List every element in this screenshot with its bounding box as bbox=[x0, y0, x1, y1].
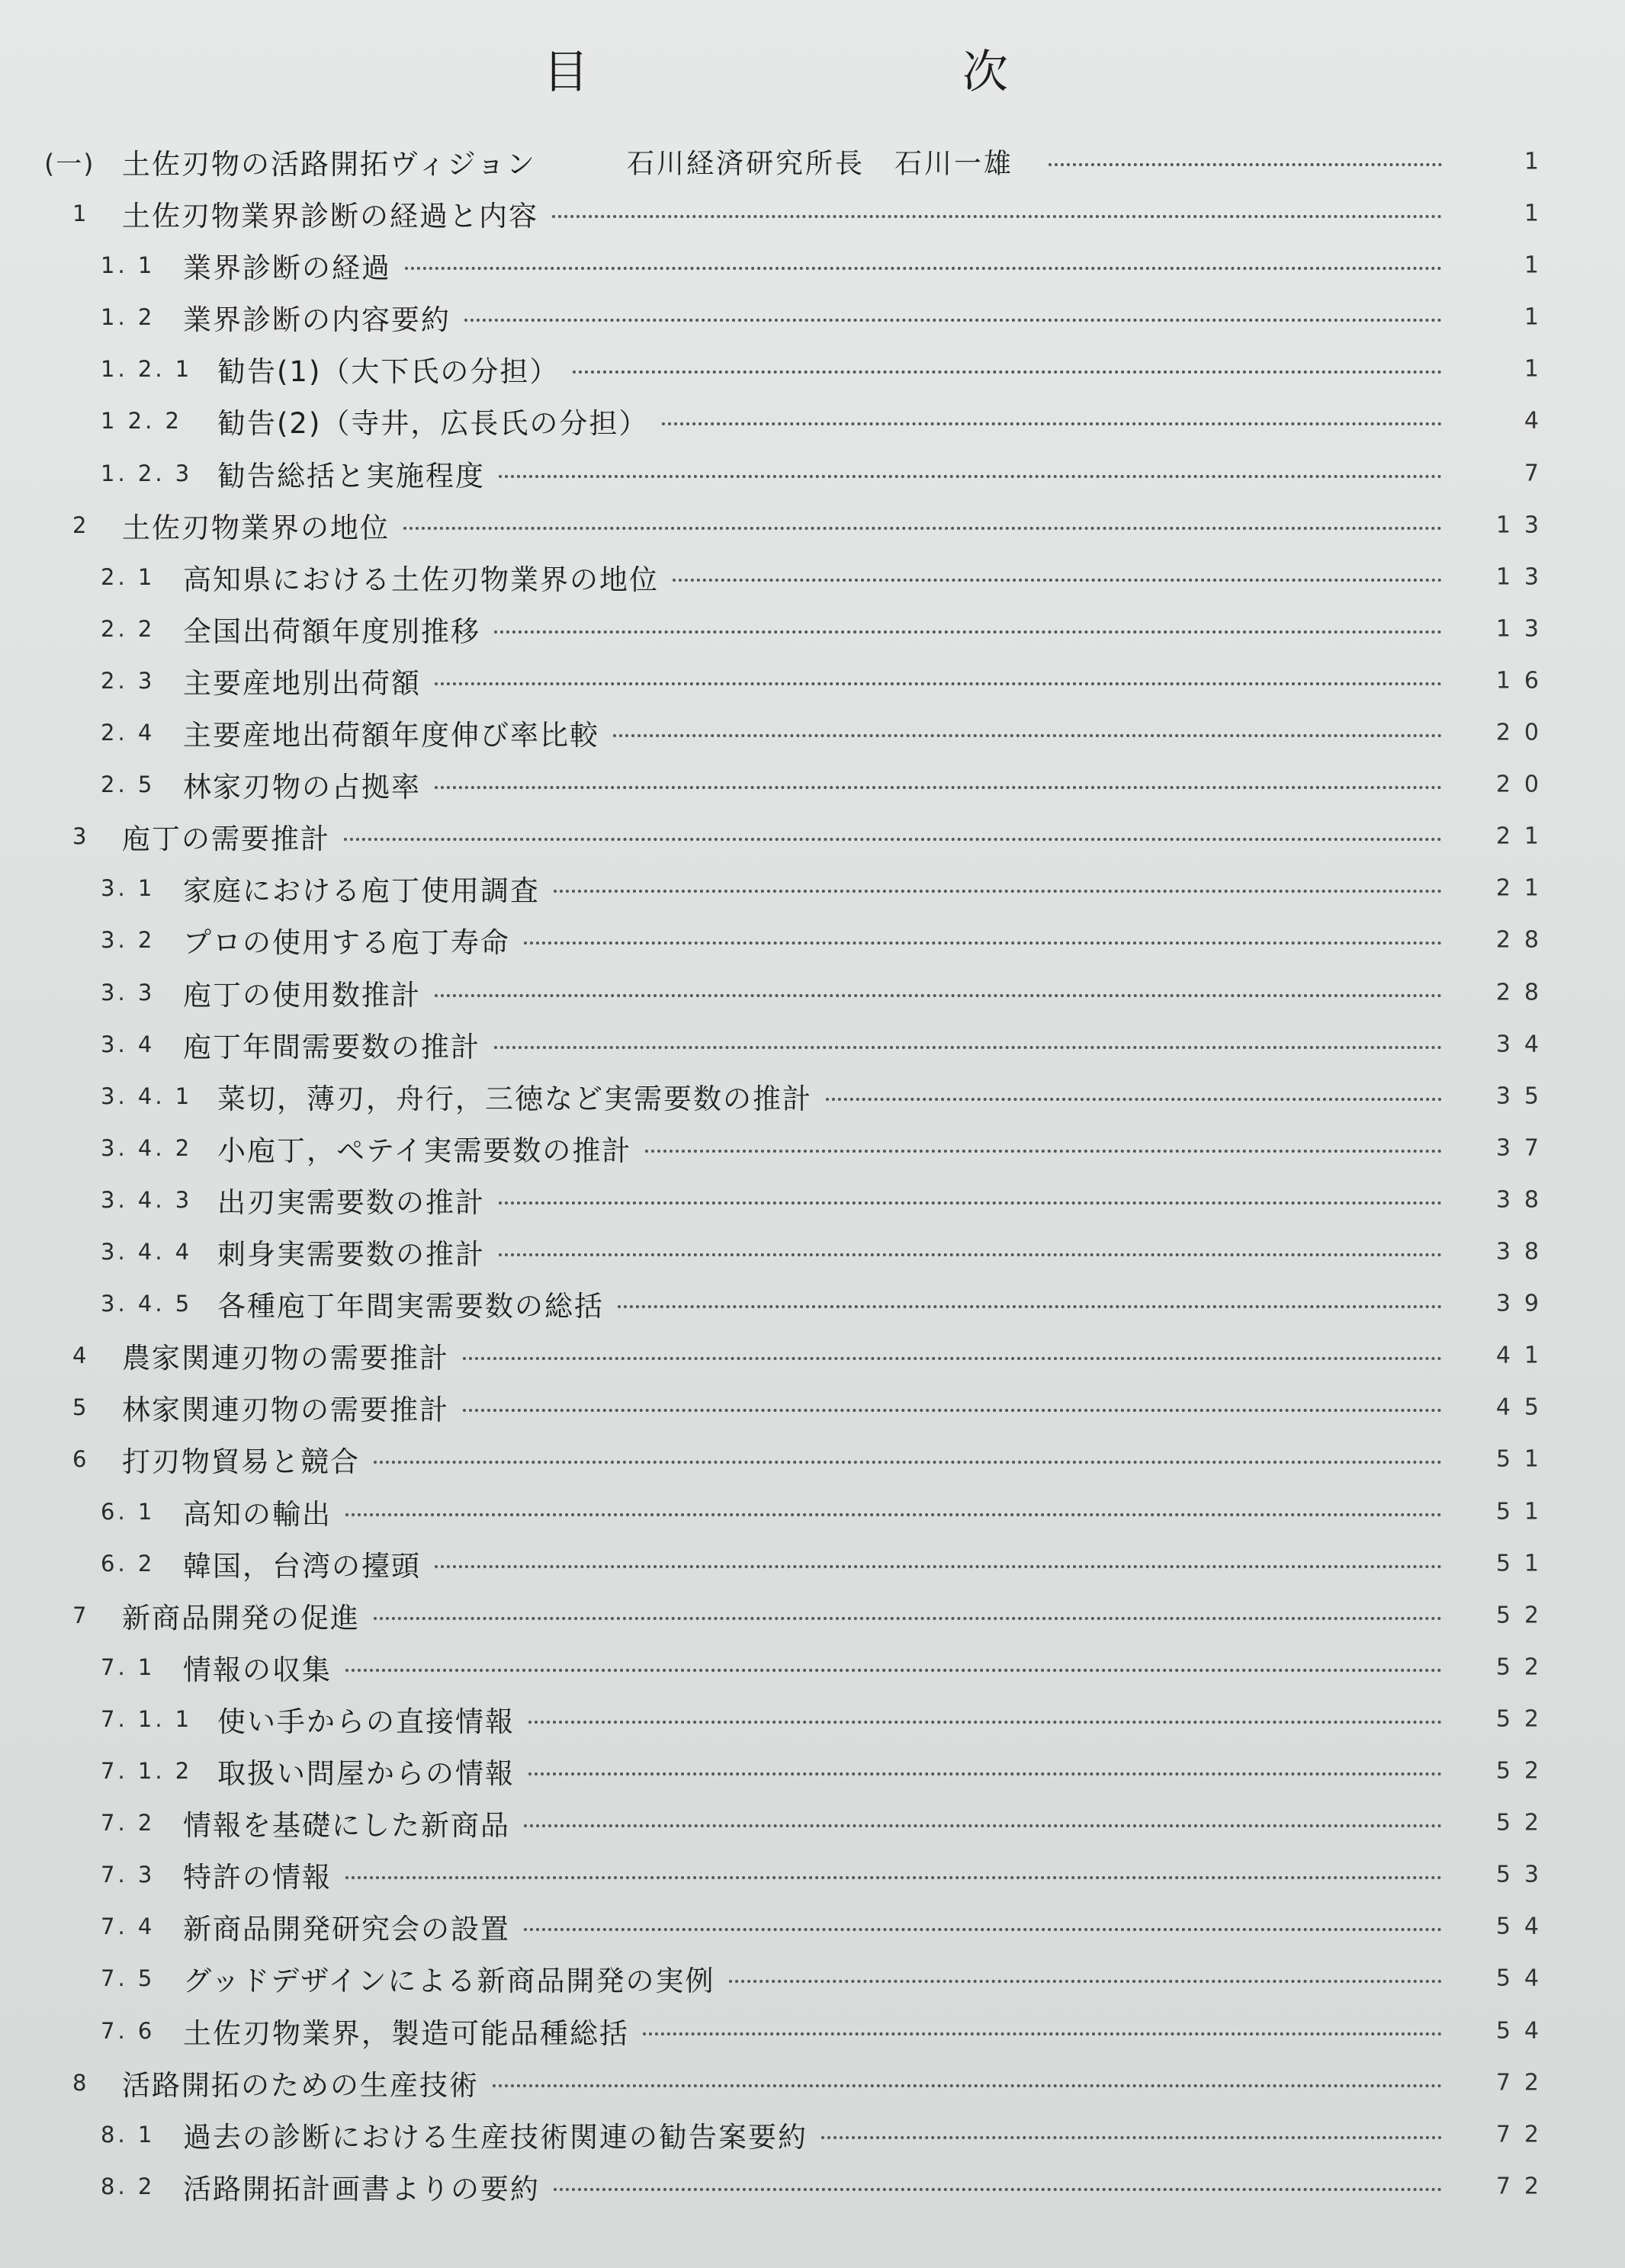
toc-entry bbox=[0, 1541, 1625, 1586]
toc-entry-title: 小庖丁，ペテイ実需要数の推計 bbox=[217, 1134, 632, 1167]
toc-entry-page: 52 bbox=[1495, 1602, 1553, 1629]
dot-leader bbox=[524, 1824, 1442, 1827]
title-char-left: 目 bbox=[543, 46, 589, 99]
toc-entry bbox=[0, 1073, 1625, 1119]
dot-leader bbox=[494, 630, 1442, 634]
toc-entry-page: 37 bbox=[1495, 1134, 1553, 1162]
toc-entry bbox=[0, 710, 1625, 755]
toc-entry-page: 51 bbox=[1495, 1445, 1553, 1473]
toc-entry bbox=[0, 1384, 1625, 1430]
dot-leader bbox=[524, 942, 1442, 945]
toc-entry bbox=[0, 1955, 1625, 2001]
toc-entry-number: 7. 5 bbox=[101, 1965, 156, 1992]
dot-leader bbox=[826, 1098, 1442, 1101]
toc-entry-number: 1 2. 2 bbox=[101, 408, 183, 435]
dot-leader bbox=[1049, 163, 1442, 166]
toc-entry-number: 1. 2. 1 bbox=[101, 356, 193, 383]
toc-entry-number: 3. 4. 4 bbox=[101, 1239, 193, 1265]
toc-entry-title: 勧告総括と実施程度 bbox=[217, 459, 485, 492]
toc-entry-number: 1. 2. 3 bbox=[101, 460, 193, 486]
toc-entry bbox=[0, 502, 1625, 548]
toc-entry-page: 1 bbox=[1524, 148, 1553, 175]
dot-leader bbox=[345, 1513, 1442, 1516]
toc-entry bbox=[0, 2164, 1625, 2209]
toc-entry-number: 2. 5 bbox=[101, 772, 156, 798]
toc-entry-number: 3. 4 bbox=[101, 1031, 156, 1057]
toc-entry-page: 39 bbox=[1495, 1290, 1553, 1317]
dot-leader bbox=[344, 838, 1442, 841]
toc-entry-number: 5 bbox=[72, 1394, 90, 1421]
dot-leader bbox=[673, 579, 1442, 582]
toc-entry-title: 特許の情報 bbox=[183, 1861, 332, 1894]
dot-leader bbox=[499, 1253, 1442, 1256]
toc-entry-title: 情報の収集 bbox=[183, 1653, 332, 1686]
toc-entry-number: 2. 2 bbox=[101, 615, 156, 642]
toc-entry-title: 業界診断の経過 bbox=[183, 252, 391, 285]
toc-entry-number: 7. 4 bbox=[101, 1914, 156, 1940]
toc-entry-title: 活路開拓のための生産技術 bbox=[122, 2068, 479, 2102]
toc-entry bbox=[0, 451, 1625, 496]
toc-entry-page: 13 bbox=[1495, 563, 1553, 591]
toc-entry-number: 7 bbox=[72, 1602, 90, 1628]
toc-entry-page: 7 bbox=[1524, 460, 1553, 486]
toc-entry-number: 2 bbox=[72, 512, 90, 538]
toc-entry-page: 13 bbox=[1495, 615, 1553, 643]
toc-entry-title: 韓国，台湾の擡頭 bbox=[183, 1549, 421, 1583]
dot-leader bbox=[613, 734, 1442, 737]
toc-entry-number: 8 bbox=[72, 2069, 90, 2096]
toc-entry bbox=[0, 813, 1625, 859]
toc-entry-page: 34 bbox=[1495, 1031, 1553, 1058]
toc-entry-title: 土佐刃物の活路開拓ヴィジョン bbox=[122, 148, 537, 181]
toc-entry-number: 7. 2 bbox=[101, 1810, 156, 1837]
toc-entry-number: 3. 4. 1 bbox=[101, 1083, 193, 1109]
toc-entry bbox=[0, 970, 1625, 1015]
toc-entry-title: 庖丁の需要推計 bbox=[122, 823, 330, 856]
toc-entry-number: 3. 3 bbox=[101, 979, 156, 1006]
toc-entry-title: 新商品開発の促進 bbox=[122, 1601, 360, 1634]
toc-entry-title: グッドデザインによる新商品開発の実例 bbox=[183, 1965, 715, 1998]
toc-entry-number: 8. 2 bbox=[101, 2173, 156, 2199]
toc-entry-number: 3. 4. 5 bbox=[101, 1291, 193, 1317]
page-title bbox=[0, 38, 1625, 107]
dot-leader bbox=[821, 2136, 1442, 2139]
toc-entry-title: 各種庖丁年間実需要数の総括 bbox=[217, 1290, 604, 1323]
toc-entry-title: 主要産地出荷額年度伸び率比較 bbox=[183, 719, 599, 752]
toc-entry-number: 7. 1 bbox=[101, 1654, 156, 1680]
dot-leader bbox=[524, 1928, 1442, 1931]
dot-leader bbox=[645, 1150, 1442, 1153]
toc-entry bbox=[0, 1229, 1625, 1275]
toc-entry-number: 1 bbox=[72, 200, 90, 226]
toc-entry-page: 54 bbox=[1495, 2017, 1553, 2044]
toc-entry-title: 打刃物貿易と競合 bbox=[122, 1445, 360, 1479]
toc-entry bbox=[0, 917, 1625, 963]
toc-entry-page: 51 bbox=[1495, 1498, 1553, 1525]
toc-entry bbox=[0, 1489, 1625, 1535]
toc-entry-title: 高知の輸出 bbox=[183, 1497, 332, 1531]
toc-entry-number: 2. 3 bbox=[101, 667, 156, 694]
toc-entry-number: 3. 2 bbox=[101, 927, 156, 954]
toc-entry-page: 13 bbox=[1495, 512, 1553, 539]
dot-leader bbox=[499, 1201, 1442, 1205]
toc-entry bbox=[0, 606, 1625, 652]
toc-entry-page: 21 bbox=[1495, 823, 1553, 850]
toc-entry-number: 4 bbox=[72, 1343, 90, 1369]
toc-entry-title: 出刃実需要数の推計 bbox=[217, 1185, 485, 1219]
toc-entry-number: (一) bbox=[44, 149, 95, 180]
title-char-right: 次 bbox=[962, 46, 1008, 99]
dot-leader bbox=[345, 1669, 1442, 1672]
toc-entry bbox=[0, 1800, 1625, 1846]
toc-entry-title: 林家関連刃物の需要推計 bbox=[122, 1394, 449, 1427]
toc-entry-number: 2. 4 bbox=[101, 720, 156, 746]
toc-entry bbox=[0, 1436, 1625, 1482]
dot-leader bbox=[374, 1617, 1442, 1620]
toc-entry bbox=[0, 242, 1625, 288]
toc-entry-page: 41 bbox=[1495, 1342, 1553, 1369]
toc-entry-title: 全国出荷額年度別推移 bbox=[183, 614, 480, 648]
toc-entry-page: 72 bbox=[1495, 2069, 1553, 2096]
toc-entry-page: 1 bbox=[1524, 200, 1553, 227]
toc-entry bbox=[0, 658, 1625, 704]
toc-entry-page: 54 bbox=[1495, 1965, 1553, 1992]
dot-leader bbox=[554, 890, 1442, 893]
toc-entry-number: 3. 1 bbox=[101, 875, 156, 902]
toc-entry-page: 52 bbox=[1495, 1809, 1553, 1837]
toc-entry bbox=[0, 865, 1625, 911]
toc-entry-page: 72 bbox=[1495, 2173, 1553, 2200]
dot-leader bbox=[403, 527, 1442, 530]
toc-entry-title: 土佐刃物業界の地位 bbox=[122, 511, 390, 544]
dot-leader bbox=[463, 1357, 1442, 1360]
toc-entry-page: 52 bbox=[1495, 1705, 1553, 1733]
toc-entry-number: 3. 4. 2 bbox=[101, 1134, 193, 1161]
toc-entry bbox=[0, 554, 1625, 600]
toc-entry bbox=[0, 1333, 1625, 1378]
toc-entry bbox=[0, 398, 1625, 444]
toc-entry-title: プロの使用する庖丁寿命 bbox=[183, 926, 510, 960]
toc-entry-page: 35 bbox=[1495, 1083, 1553, 1110]
toc-entry bbox=[0, 346, 1625, 392]
dot-leader bbox=[552, 215, 1442, 218]
toc-entry-header bbox=[0, 139, 1625, 184]
toc-entry bbox=[0, 1904, 1625, 1949]
toc-entry-title: 土佐刃物業界，製造可能品種総括 bbox=[183, 2016, 629, 2050]
toc-entry-page: 52 bbox=[1495, 1757, 1553, 1785]
dot-leader bbox=[528, 1772, 1442, 1776]
toc-entry-title: 家庭における庖丁使用調査 bbox=[183, 874, 540, 908]
toc-entry-page: 1 bbox=[1524, 252, 1553, 279]
dot-leader bbox=[643, 2032, 1442, 2035]
dot-leader bbox=[662, 422, 1442, 425]
toc-entry-title: 活路開拓計画書よりの要約 bbox=[183, 2172, 540, 2205]
dot-leader bbox=[618, 1305, 1442, 1308]
toc-entry bbox=[0, 1593, 1625, 1638]
toc-entry-title: 情報を基礎にした新商品 bbox=[183, 1809, 510, 1843]
toc-entry-title: 勧告(1)（大下氏の分担） bbox=[217, 355, 560, 389]
toc-entry bbox=[0, 1852, 1625, 1897]
toc-entry-title: 土佐刃物業界診断の経過と内容 bbox=[122, 200, 538, 233]
dot-leader bbox=[435, 786, 1442, 789]
toc-entry-page: 28 bbox=[1495, 926, 1553, 954]
toc-entry-page: 4 bbox=[1524, 407, 1553, 435]
toc-entry-page: 54 bbox=[1495, 1913, 1553, 1940]
toc-entry bbox=[0, 2112, 1625, 2157]
toc-entry-number: 7. 1. 1 bbox=[101, 1705, 193, 1732]
toc-entry-number: 3. 4. 3 bbox=[101, 1186, 193, 1213]
toc-entry-title: 刺身実需要数の推計 bbox=[217, 1238, 485, 1271]
toc-entry-number: 1. 2 bbox=[101, 304, 156, 331]
toc-entry-number: 7. 6 bbox=[101, 2017, 156, 2044]
toc-entry-page: 52 bbox=[1495, 1654, 1553, 1681]
dot-leader bbox=[463, 1409, 1442, 1412]
toc-entry-page: 72 bbox=[1495, 2121, 1553, 2148]
toc-entry-title: 高知県における土佐刃物業界の地位 bbox=[183, 563, 659, 596]
toc-entry-title: 庖丁年間需要数の推計 bbox=[183, 1030, 480, 1063]
dot-leader bbox=[435, 1565, 1442, 1568]
toc-entry bbox=[0, 1644, 1625, 1690]
toc-entry bbox=[0, 191, 1625, 236]
toc-entry-title: 庖丁の使用数推計 bbox=[183, 978, 421, 1012]
toc-entry-title: 菜切，薄刃，舟行，三徳など実需要数の推計 bbox=[217, 1082, 812, 1115]
toc-entry-number: 2. 1 bbox=[101, 563, 156, 590]
toc-entry-author: 石川経済研究所長 石川一雄 bbox=[627, 148, 1014, 180]
toc-entry bbox=[0, 294, 1625, 340]
toc-entry-page: 1 bbox=[1524, 303, 1553, 331]
toc-entry bbox=[0, 1281, 1625, 1326]
dot-leader bbox=[435, 994, 1442, 997]
toc-entry-page: 16 bbox=[1495, 667, 1553, 695]
dot-leader bbox=[499, 475, 1442, 478]
toc-entry bbox=[0, 762, 1625, 807]
toc-entry bbox=[0, 1696, 1625, 1742]
toc-entry-title: 取扱い問屋からの情報 bbox=[217, 1757, 515, 1790]
toc-entry-number: 7. 3 bbox=[101, 1862, 156, 1888]
dot-leader bbox=[494, 1046, 1442, 1049]
dot-leader bbox=[345, 1876, 1442, 1879]
toc-entry-number: 3 bbox=[72, 823, 90, 850]
toc-entry bbox=[0, 1177, 1625, 1223]
toc-entry-title: 林家刃物の占拠率 bbox=[183, 771, 421, 804]
toc-entry-title: 新商品開発研究会の設置 bbox=[183, 1913, 510, 1946]
toc-entry-number: 1. 1 bbox=[101, 252, 156, 279]
toc-entry-page: 1 bbox=[1524, 355, 1553, 383]
toc-entry bbox=[0, 2008, 1625, 2054]
toc-entry-page: 20 bbox=[1495, 771, 1553, 798]
toc-entry-number: 6 bbox=[72, 1446, 90, 1473]
dot-leader bbox=[528, 1721, 1442, 1724]
dot-leader bbox=[405, 267, 1442, 270]
dot-leader bbox=[374, 1461, 1442, 1464]
toc-entry-title: 使い手からの直接情報 bbox=[217, 1705, 515, 1738]
dot-leader bbox=[435, 682, 1442, 685]
toc-entry-page: 38 bbox=[1495, 1238, 1553, 1266]
dot-leader bbox=[464, 319, 1442, 322]
toc-entry bbox=[0, 2060, 1625, 2106]
toc-entry-number: 6. 1 bbox=[101, 1498, 156, 1525]
dot-leader bbox=[554, 2188, 1442, 2191]
toc-entry-page: 21 bbox=[1495, 874, 1553, 902]
toc-entry-page: 45 bbox=[1495, 1394, 1553, 1421]
dot-leader bbox=[573, 371, 1442, 374]
toc-entry-page: 28 bbox=[1495, 979, 1553, 1006]
toc-entry bbox=[0, 1748, 1625, 1794]
toc-entry-title: 過去の診断における生産技術関連の勧告案要約 bbox=[183, 2120, 808, 2154]
toc-entry-page: 51 bbox=[1495, 1550, 1553, 1577]
toc-entry-title: 業界診断の内容要約 bbox=[183, 303, 451, 337]
toc-entry-number: 8. 1 bbox=[101, 2121, 156, 2148]
toc-entry-page: 53 bbox=[1495, 1861, 1553, 1888]
toc-entry-title: 主要産地別出荷額 bbox=[183, 666, 421, 700]
dot-leader bbox=[493, 2084, 1442, 2087]
toc-entry-title: 農家関連刃物の需要推計 bbox=[122, 1342, 449, 1375]
dot-leader bbox=[729, 1980, 1442, 1983]
toc-entry-title: 勧告(2)（寺井，広長氏の分担） bbox=[217, 407, 649, 441]
toc-entry bbox=[0, 1125, 1625, 1171]
toc-entry-page: 20 bbox=[1495, 719, 1553, 746]
toc-entry bbox=[0, 1022, 1625, 1067]
toc-entry-number: 7. 1. 2 bbox=[101, 1758, 193, 1784]
toc-entry-page: 38 bbox=[1495, 1186, 1553, 1214]
toc-entry-number: 6. 2 bbox=[101, 1550, 156, 1577]
